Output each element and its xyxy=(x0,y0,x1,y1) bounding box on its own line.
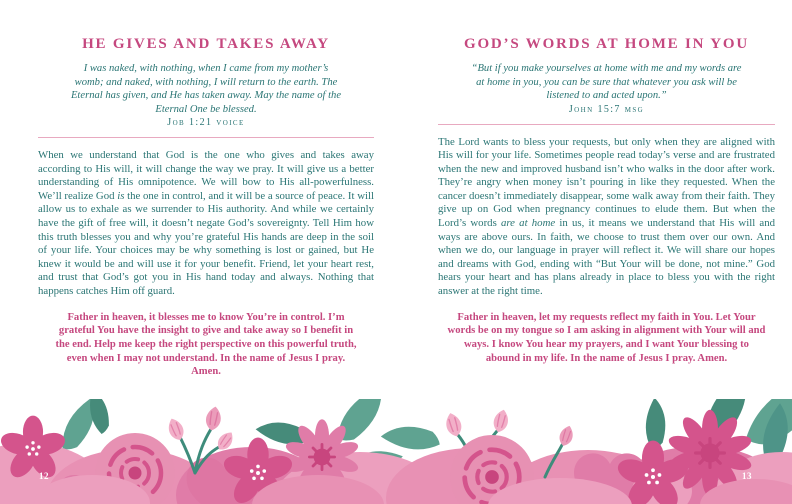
scripture-quote-right: “But if you make yourselves at home with me and my words are at home in you, you can be sure that whatever you ask will be listened to and acted upon.” xyxy=(471,63,742,101)
scripture-quote-left: I was naked, with nothing, when I came from my mother’s womb; and naked, with nothing, I will return to the earth. The Eternal has given, and He has taken away. May the name of the Eternal One be blessed. xyxy=(70,63,342,115)
page-right xyxy=(438,36,775,365)
prayer-right: Father in heaven, let my requests reflect my faith in You. Let Your words be on my tongue so I am asking in alignment with Your will and ways. I know You hear my prayers, and I want Your blessing to abound in my life. In the name of Jesus I pray. Amen. xyxy=(447,311,766,364)
devotion-title-left: HE GIVES AND TAKES AWAY xyxy=(82,36,330,52)
page-number-left: 12 xyxy=(39,471,49,481)
scripture-citation-left: Job 1:21 voice xyxy=(167,117,245,128)
tulip-flower xyxy=(557,424,576,448)
section-divider-left xyxy=(38,137,374,138)
devotion-title-right: GOD’S WORDS AT HOME IN YOU xyxy=(463,36,750,52)
tulip-flower xyxy=(491,408,510,434)
section-divider-right xyxy=(438,124,775,125)
tulip-flower xyxy=(443,411,464,438)
devotion-body-right: The Lord wants to bless your requests, but only when they are aligned with His will for your life. Sometimes people read today’s verse and are frustrated when the new and improved husband isn’t who walks in the door after work. They’re angry when money isn’t pouring in like they requested. When the cancer doesn’t immediately disappear, some walk away from their faith. They give up on God when pregnancy continues to elude them. But when the Lord’s words are at home in us, it means we understand that His will and ways are above ours. In faith, we choose to trust them over our own. And when we do, our language in prayer will reflect it. We will share our hopes and dreams with God, ending with “But Your will be done, not mine.” God hears your heart and has plans already in place to bless you with the right answer at the right time. xyxy=(438,135,775,298)
tulip-flower xyxy=(204,405,223,431)
devotion-body-left: When we understand that God is the one who gives and takes away according to His will, it will change the way we pray. It will give us a better understanding of His omnipotence. We will bow to His all-powerfulness. We’ll realize God is the one in control, and it will be a source of peace. It will allow us to exhale as we surrender to His authority. And while we certainly have the gift of free will, it doesn’t negate God’s sovereignty. Tell Him how this truth blesses you and why you’re grateful His hands are deep in the soil of your life. Your choices may be why something is lost or gained, but He knew it would be and will use it for your benefit. Friend, let your heart rest, and trust that God’s got you in His hand today and always. Nothing that happens catches Him off guard. xyxy=(38,149,374,297)
page-left xyxy=(38,36,374,379)
tulip-flower xyxy=(165,416,187,443)
floral-border-illustration xyxy=(0,399,792,504)
page-number-right: 13 xyxy=(742,471,752,481)
scripture-citation-right: John 15:7 msg xyxy=(568,103,645,115)
prayer-left: Father in heaven, it blesses me to know You’re in control. I’m grateful You have the insight to give and take away so I benefit in the end. Help me keep the right perspective on this powerful truth, even when I may not understand. In the name of Jesus I pray. Amen. xyxy=(55,311,357,378)
